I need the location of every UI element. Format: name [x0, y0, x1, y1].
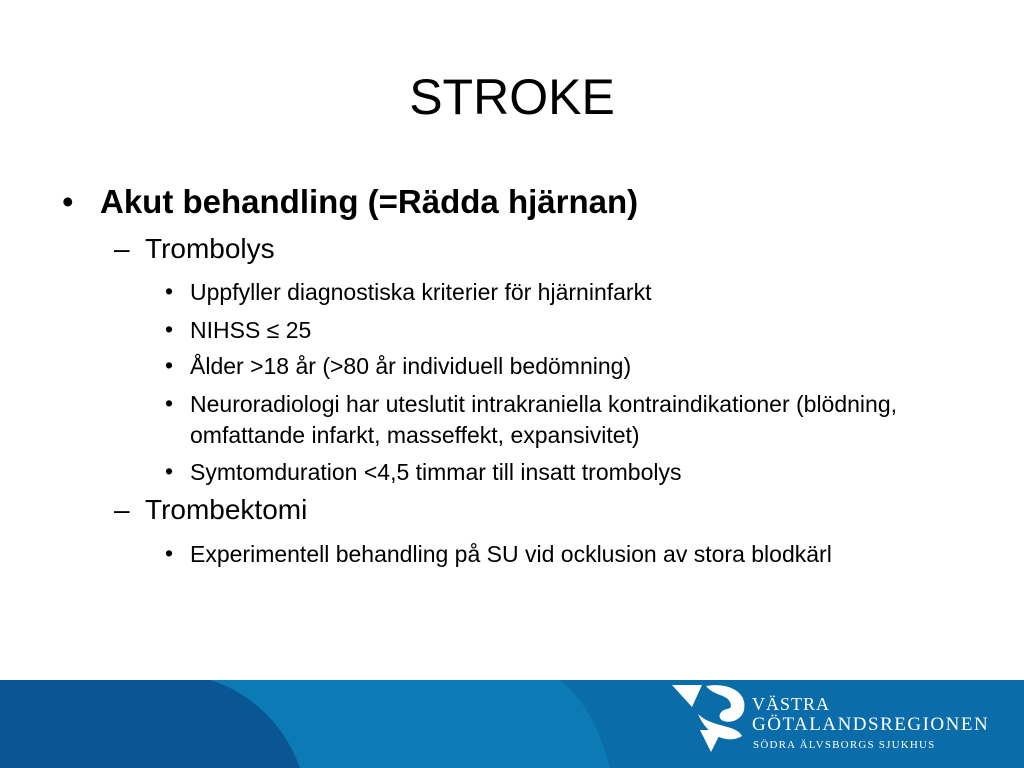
trombolys-item: Neuroradiologi har uteslutit intrakraniella kontraindikationer (blödning, omfattande infarkt, masseffekt, expansivitet) [190, 391, 898, 448]
logo-line-3: SÖDRA ÄLVSBORGS SJUKHUS [753, 739, 936, 751]
bullet-marker: • [165, 458, 174, 484]
logo-line-1: VÄSTRA [752, 694, 831, 714]
trombektomi-item: Experimentell behandling på SU vid ocklusion av stora blodkärl [190, 541, 832, 567]
slide-title: STROKE [409, 69, 615, 125]
logo-line-2: GÖTALANDSREGIONEN [752, 714, 990, 735]
trombolys-item: Uppfyller diagnostiska kriterier för hjärninfarkt [190, 279, 652, 305]
trombolys-item: NIHSS ≤ 25 [190, 317, 312, 343]
bullet-marker: • [165, 540, 174, 566]
trombolys-item: Symtomduration <4,5 timmar till insatt trombolys [190, 459, 682, 485]
bullet-marker: • [165, 278, 174, 304]
bullet-marker: • [165, 390, 174, 416]
main-bullet: Akut behandling (=Rädda hjärnan) [100, 183, 639, 220]
bullet-marker: • [165, 316, 174, 342]
sub-bullet-trombektomi: Trombektomi [145, 494, 308, 525]
footer-band [0, 680, 1024, 768]
dash-marker: – [114, 494, 130, 525]
bullet-marker: • [165, 352, 174, 378]
dash-marker: – [114, 233, 130, 264]
bullet-marker: • [62, 183, 74, 220]
sub-bullet-trombolys: Trombolys [145, 233, 275, 264]
trombolys-item: Ålder >18 år (>80 år individuell bedömning) [190, 353, 632, 379]
